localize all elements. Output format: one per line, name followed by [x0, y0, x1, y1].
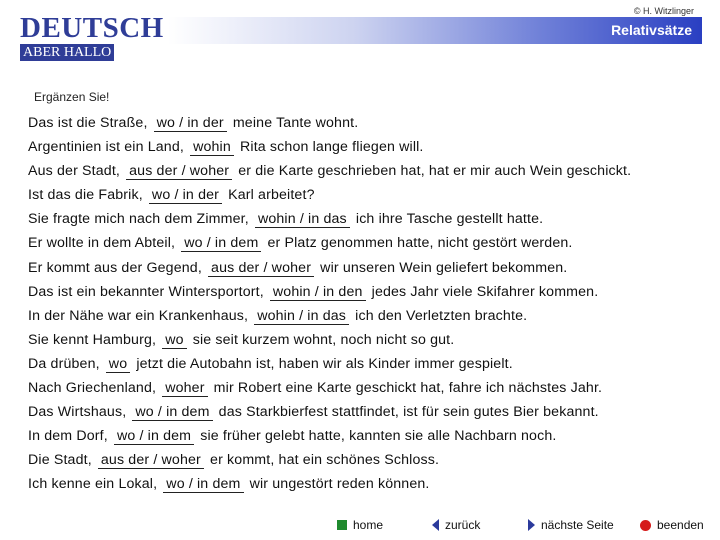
- exercise-sentence: [28, 304, 718, 328]
- exercise-sentence: [28, 376, 718, 400]
- sentence-start: In dem Dorf,: [28, 428, 112, 445]
- exercise-sentence: [28, 424, 718, 448]
- sentence-end: jetzt die Autobahn ist, haben wir als Kinder immer gespielt.: [132, 355, 513, 372]
- answer-blank[interactable]: wo / in dem: [163, 476, 243, 493]
- sentence-end: wir ungestört reden können.: [245, 476, 430, 493]
- sentence-start: Sie fragte mich nach dem Zimmer,: [28, 211, 253, 228]
- exercise-sentence: [28, 231, 718, 255]
- stop-icon: [640, 520, 651, 531]
- exercise-sentence: [28, 256, 718, 280]
- answer-blank[interactable]: wo / in dem: [181, 235, 261, 252]
- answer-blank[interactable]: wo / in der: [149, 187, 222, 204]
- next-page-button[interactable]: [528, 516, 614, 534]
- sentence-start: In der Nähe war ein Krankenhaus,: [28, 307, 253, 324]
- home-button[interactable]: [337, 516, 383, 534]
- sentence-start: Er wollte in dem Abteil,: [28, 235, 180, 252]
- sentence-end: er die Karte geschrieben hat, hat er mir auch Wein geschickt.: [234, 163, 632, 180]
- answer-blank[interactable]: wohin / in das: [254, 308, 349, 325]
- title-bar: [168, 17, 702, 44]
- sentence-end: sie seit kurzem wohnt, noch nicht so gut.: [188, 331, 455, 348]
- sentence-start: Das Wirtshaus,: [28, 404, 131, 421]
- sentence-start: Das ist die Straße,: [28, 115, 152, 131]
- sentence-end: Karl arbeitet?: [224, 187, 315, 204]
- answer-blank[interactable]: woher: [162, 380, 207, 397]
- sentence-start: Er kommt aus der Gegend,: [28, 259, 207, 276]
- answer-blank[interactable]: wohin: [190, 139, 234, 156]
- logo-title: DEUTSCH: [20, 12, 164, 44]
- exercise-sentence: [28, 111, 718, 135]
- answer-blank[interactable]: wohin / in den: [270, 284, 366, 301]
- exercise-sentence: [28, 400, 718, 424]
- exercise-sentence: [28, 207, 718, 231]
- answer-blank[interactable]: wo / in dem: [114, 428, 194, 445]
- answer-blank[interactable]: wo / in der: [154, 115, 227, 132]
- sentence-start: Nach Griechenland,: [28, 380, 161, 397]
- sentence-start: Ist das die Fabrik,: [28, 187, 147, 204]
- sentence-end: Rita schon lange fliegen will.: [235, 139, 424, 156]
- home-icon: [337, 520, 347, 530]
- exercise-sentence: [28, 472, 718, 496]
- sentence-start: Argentinien ist ein Land,: [28, 139, 189, 156]
- answer-blank[interactable]: aus der / woher: [208, 260, 314, 277]
- exercise-sentence: [28, 183, 718, 207]
- exercise-sentence: [28, 352, 718, 376]
- end-label: beenden: [657, 518, 704, 532]
- end-button[interactable]: [640, 516, 704, 534]
- back-button[interactable]: [432, 516, 480, 534]
- answer-blank[interactable]: aus der / woher: [126, 163, 232, 180]
- page-title: Relativsätze: [611, 22, 692, 38]
- sentence-end: er Platz genommen hatte, nicht gestört werden.: [263, 235, 573, 252]
- home-label: home: [353, 518, 384, 532]
- exercise-sentence: [28, 280, 718, 304]
- sentence-end: sie früher gelebt hatte, kannten sie alle Nachbarn noch.: [196, 428, 557, 445]
- answer-blank[interactable]: wo: [106, 356, 130, 373]
- sentence-start: Ich kenne ein Lokal,: [28, 476, 162, 493]
- sentence-end: er kommt, hat ein schönes Schloss.: [205, 452, 440, 469]
- logo-subtitle: ABER HALLO: [20, 44, 114, 61]
- sentence-start: Die Stadt,: [28, 452, 96, 469]
- exercise-list: [28, 111, 718, 497]
- exercise-sentence: [28, 328, 718, 352]
- instruction-text: Ergänzen Sie!: [34, 90, 110, 104]
- exercise-sentence: [28, 159, 718, 183]
- logo: [20, 14, 166, 61]
- answer-blank[interactable]: wo: [162, 332, 186, 349]
- back-label: zurück: [445, 518, 481, 532]
- sentence-start: Sie kennt Hamburg,: [28, 331, 161, 348]
- exercise-sentence: [28, 135, 718, 159]
- answer-blank[interactable]: aus der / woher: [98, 452, 204, 469]
- copyright-notice: © H. Witzlinger: [633, 6, 694, 16]
- sentence-end: mir Robert eine Karte geschickt hat, fahre ich nächstes Jahr.: [209, 380, 603, 397]
- sentence-end: wir unseren Wein geliefert bekommen.: [316, 259, 568, 276]
- sentence-start: Aus der Stadt,: [28, 163, 125, 180]
- sentence-end: ich den Verletzten brachte.: [351, 307, 528, 324]
- next-label: nächste Seite: [541, 518, 614, 532]
- answer-blank[interactable]: wohin / in das: [255, 211, 350, 228]
- sentence-start: Das ist ein bekannter Wintersportort,: [28, 283, 268, 300]
- sentence-end: das Starkbierfest stattfindet, ist für sein gutes Bier bekannt.: [214, 404, 599, 421]
- sentence-end: meine Tante wohnt.: [228, 115, 359, 131]
- sentence-start: Da drüben,: [28, 355, 104, 372]
- sentence-end: ich ihre Tasche gestellt hatte.: [351, 211, 544, 228]
- arrow-left-icon: [432, 519, 439, 531]
- sentence-end: jedes Jahr viele Skifahrer kommen.: [367, 283, 599, 300]
- answer-blank[interactable]: wo / in dem: [132, 404, 212, 421]
- exercise-sentence: [28, 448, 718, 472]
- arrow-right-icon: [528, 519, 535, 531]
